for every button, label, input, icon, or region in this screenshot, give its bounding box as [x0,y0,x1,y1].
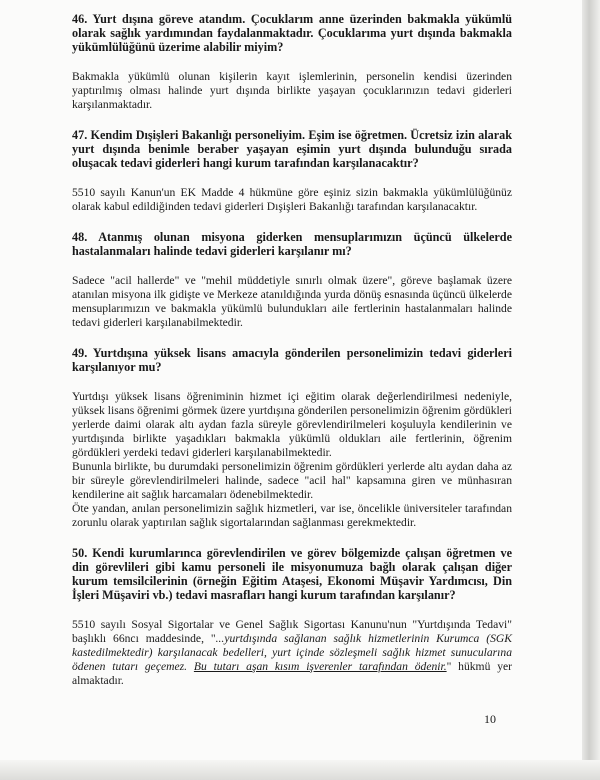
answer-paragraph: Bakmakla yükümlü olunan kişilerin kayıt işlemlerinin, personelin kendisi üzerinden yaptırılmış olması halinde yurt dışında birlikte yaşayan çocuklarınızın tedavi giderleri karşılanmaktadır. [72,70,512,111]
answer-47 [72,186,512,214]
document-body [72,12,512,704]
question-48: 48. Atanmış olunan misyona giderken mensuplarımızın üçüncü ülkelerde hastalanmaları halinde tedavi giderleri karşılanır mı? [72,230,512,258]
answer-50 [72,618,512,688]
answer-text: " hükmü yer almaktadır. [72,660,512,687]
law-quote: ...yurtdışında sağlanan sağlık hizmetlerinin Kurumca (SGK kastedilmektedir) karşılanacak bedelleri, yurt içinde sözleşmeli sağlık hizmet sunucularına ödenen tutarı geçemez. [72,632,512,673]
law-quote-underlined: Bu tutarı aşan kısım işverenler tarafından ödenir. [193,660,447,673]
answer-paragraph: 5510 sayılı Kanun'un EK Madde 4 hükmüne göre eşiniz sizin bakmakla yükümlülüğünüz olarak kabul edildiğinden tedavi giderleri Dışişleri Bakanlığı tarafından karşılanacaktır. [72,186,512,213]
question-49: 49. Yurtdışına yüksek lisans amacıyla gönderilen personelimizin tedavi giderleri karşılanıyor mu? [72,346,512,374]
question-47: 47. Kendim Dışişleri Bakanlığı personeliyim. Eşim ise öğretmen. Ücretsiz izin alarak yurt dışında benimle beraber yaşayan eşimin yurt dışında bulunduğu sırada oluşacak tedavi giderleri hangi kurum tarafından karşılanacaktır? [72,128,512,170]
answer-48 [72,274,512,330]
answer-text: 5510 sayılı Sosyal Sigortalar ve Genel Sağlık Sigortası Kanunu'nun "Yurtdışında Tedavi" başlıklı 66ncı maddesinde, " [72,618,512,645]
question-46: 46. Yurt dışına göreve atandım. Çocuklarım anne üzerinden bakmakla yükümlü olarak sağlık yardımından faydalanmaktadır. Çocuklarıma yurt dışında bakmakla yükümlülüğünü üzerime alabilir miyim? [72,12,512,54]
answer-paragraph: Sadece "acil hallerde" ve "mehil müddetiyle sınırlı olmak üzere", göreve başlamak üzere atanılan misyona ilk gidişte ve Merkeze atanıldığında yurda dönüş esnasında üçüncü ülkelerde mensuplarımızın ve bakmakla yükümlü bulundukları aile fertlerinin hastalanmaları halinde tedavi giderleri karşılanabilmektedir. [72,274,512,329]
answer-paragraph: Öte yandan, anılan personelimizin sağlık hizmetleri, var ise, öncelikle üniversiteler tarafından zorunlu olarak yaptırılan sağlık sigortalarından sağlanması gerekmektedir. [72,502,512,529]
answer-paragraph: Yurtdışı yüksek lisans öğreniminin hizmet içi eğitim olarak değerlendirilmesi nedeniyle, yüksek lisans öğrenimi görmek üzere yurtdışına gönderilen personelimizin öğrenim gördükleri yerlerde daimi olarak altı aydan fazla süreyle görevlendirilmeleri koşuluyla kendilerinin ve yurtdışında birlikte yaşadıkları bakmakla yükümlü oldukları aile fertlerinin, öğrenim gördükleri yerdeki tedavi giderleri karşılanabilmektedir. [72,390,512,459]
answer-49 [72,390,512,530]
scan-edge-right [582,0,600,780]
page-number: 10 [484,712,496,726]
answer-paragraph [72,618,512,688]
scan-edge-bottom [0,760,600,780]
question-50: 50. Kendi kurumlarınca görevlendirilen ve görev bölgemizde çalışan öğretmen ve din görevlileri gibi kamu personeli ile misyonumuza bağlı olarak çalışan diğer kurum temsilcilerinin (örneğin Eğitim Ataşesi, Ekonomi Müşavir Yardımcısı, Din İşleri Müşaviri vb.) tedavi masrafları hangi kurum tarafından karşılanır? [72,546,512,602]
answer-46 [72,70,512,112]
answer-paragraph: Bununla birlikte, bu durumdaki personelimizin öğrenim gördükleri yerlerde altı aydan daha az bir süreyle görevlendirilmeleri halinde, sadece "acil hal" kapsamına giren ve münhasıran kendilerine ait sağlık harcamaları ödenebilmektedir. [72,460,512,501]
